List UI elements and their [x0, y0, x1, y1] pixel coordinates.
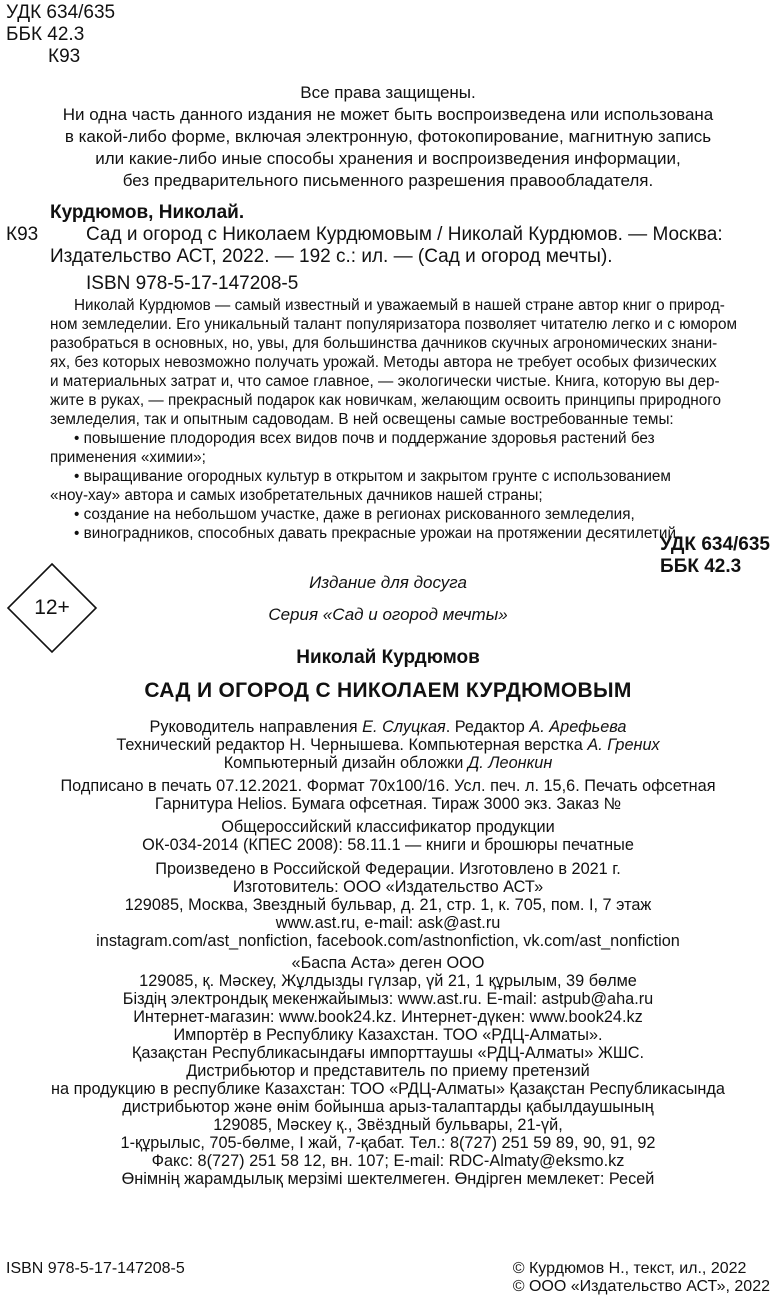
kazakh-line: Интернет-магазин: www.book24.kz. Интернет-дүкен: www.book24.kz — [133, 1008, 643, 1026]
credit-person: Е. Слуцкая — [362, 718, 446, 736]
credits-line — [0, 718, 776, 736]
rights-line: Все права защищены. — [300, 83, 476, 102]
book-title: САД И ОГОРОД С НИКОЛАЕМ КУРДЮМОВЫМ — [144, 679, 632, 702]
biblio-line: Издательство АСТ, 2022. — 192 с.: ил. — (Сад и огород мечты). — [50, 246, 613, 267]
footer-isbn: ISBN 978-5-17-147208-5 — [6, 1260, 185, 1277]
copyright-line: © ООО «Издательство АСТ», 2022 — [512, 1278, 770, 1295]
copyright-line: © Курдюмов Н., текст, ил., 2022 — [512, 1260, 747, 1277]
biblio-line: Сад и огород с Николаем Курдюмовым / Николай Курдюмов. — Москва: — [86, 224, 723, 245]
author-name: Николай Курдюмов — [296, 647, 480, 668]
biblio-record — [50, 224, 770, 295]
annotation-line: • создание на небольшом участке, даже в регионах рискованного земледелия, — [74, 506, 635, 523]
kazakh-line: дистрибьютор және өнім бойынша арыз-талаптарды қабылдаушының — [122, 1098, 654, 1116]
print-info-line: Гарнитура Helios. Бумага офсетная. Тираж 3000 экз. Заказ № — [154, 795, 622, 813]
credit-person: А. Грених — [587, 736, 660, 754]
manufacturer-line: instagram.com/ast_nonfiction, facebook.com/astnonfiction, vk.com/ast_nonfiction — [96, 932, 680, 950]
annotation-line: применения «химии»; — [50, 449, 206, 466]
kazakh-line: Факс: 8(727) 251 58 12, вн. 107; E-mail: RDC-Almaty@eksmo.kz — [151, 1152, 625, 1170]
annotation-line: • повышение плодородия всех видов почв и поддержание здоровья растений без — [74, 430, 655, 447]
kazakh-line: «Баспа Аста» деген ООО — [291, 954, 485, 972]
annotation-line: • выращивание огородных культур в открытом и закрытом грунте с использованием — [74, 468, 671, 485]
rights-line: Ни одна часть данного издания не может быть воспроизведена или использована — [62, 105, 714, 124]
classifier-line: ОК-034-2014 (КПЕС 2008): 58.11.1 — книги и брошюры печатные — [142, 836, 634, 854]
udk-code: УДК 634/635 — [660, 534, 770, 555]
kazakh-line: Қазақстан Республикасындағы импорттаушы «РДЦ-Алматы» ЖШС. — [131, 1044, 645, 1062]
kazakh-line: Дистрибьютор и представитель по приему претензий — [186, 1062, 590, 1080]
author-mark: К93 — [48, 46, 81, 67]
age-rating-text: 12+ — [34, 596, 70, 619]
biblio-author: Курдюмов, Николай. — [50, 202, 245, 223]
udk-code: УДК 634/635 — [6, 2, 116, 23]
series-name: Серия «Сад и огород мечты» — [268, 605, 508, 624]
footer-copyright — [513, 1260, 770, 1296]
product-classifier — [0, 818, 776, 854]
kazakh-line: на продукцию в республике Казахстан: ТОО «РДЦ-Алматы» Қазақстан Республикасында — [51, 1080, 725, 1098]
annotation-line: земледелия, так и опытным садоводам. В ней освещены самые востребованные темы: — [50, 411, 674, 428]
bbk-code: ББК 42.3 — [660, 556, 742, 577]
credit-person: А. Арефьева — [529, 718, 627, 736]
classification-codes-top — [6, 2, 115, 68]
biblio-side-code: К93 — [6, 224, 39, 245]
credit-role: . Редактор — [445, 718, 530, 736]
rights-line: без предварительного письменного разрешения правообладателя. — [122, 171, 654, 190]
credits-line — [0, 736, 776, 754]
manufacturer-line: Изготовитель: ООО «Издательство АСТ» — [232, 878, 544, 896]
manufacturer-info — [0, 860, 776, 950]
annotation-line: разобраться в основных, но, увы, для большинства дачников скучных агрономических знани- — [50, 335, 718, 352]
annotation-line: «ноу-хау» автора и самых изобретательных дачников нашей страны; — [50, 487, 543, 504]
bbk-code: ББК 42.3 — [6, 24, 85, 45]
manufacturer-line: Произведено в Российской Федерации. Изготовлено в 2021 г. — [155, 860, 621, 878]
edition-type: Издание для досуга — [309, 573, 467, 592]
manufacturer-line: www.ast.ru, e-mail: ask@ast.ru — [275, 914, 501, 932]
print-info-line: Подписано в печать 07.12.2021. Формат 70x100/16. Усл. печ. л. 15,6. Печать офсетная — [60, 777, 716, 795]
print-info — [0, 777, 776, 813]
classifier-line: Общероссийский классификатор продукции — [221, 818, 555, 836]
annotation-line: • виноградников, способных давать прекрасные урожаи на протяжении десятилетий. — [74, 525, 681, 542]
annotation — [50, 296, 770, 543]
credit-person: Д. Леонкин — [467, 754, 553, 772]
annotation-line: жите в руках, — прекрасный подарок как новичкам, желающим освоить принципы природного — [50, 392, 722, 409]
kazakh-line: Өнімнің жарамдылық мерзімі шектелмеген. Өндірген мемлекет: Ресей — [121, 1170, 655, 1188]
annotation-line: ях, без которых невозможно получать урожай. Методы автора не требует особых физических — [50, 354, 717, 371]
credit-role: Компьютерный дизайн обложки — [223, 754, 468, 772]
kazakh-line: 1-құрылыс, 705-бөлме, I жай, 7-қабат. Тел.: 8(727) 251 59 89, 90, 91, 92 — [120, 1134, 656, 1152]
kazakh-line: Біздің электрондық мекенжайымыз: www.ast.ru. E-mail: astpub@aha.ru — [122, 990, 654, 1008]
credit-role: Руководитель направления — [149, 718, 363, 736]
annotation-line: ном земледелии. Его уникальный талант популяризатора позволяет читателю легко и с юмором — [50, 316, 737, 333]
credit-role: Технический редактор Н. Чернышева. Компьютерная верстка — [116, 736, 588, 754]
kazakh-line: 129085, қ. Мәскеу, Жұлдызды гүлзар, үй 21, 1 құрылым, 39 бөлме — [139, 972, 637, 990]
rights-line: в какой-либо форме, включая электронную, фотокопирование, магнитную запись — [64, 127, 712, 146]
rights-notice — [0, 82, 776, 192]
annotation-line: и материальных затрат и, что самое главное, — экологически чистые. Книга, которую вы дер- — [50, 373, 720, 390]
biblio-isbn: ISBN 978-5-17-147208-5 — [86, 273, 299, 294]
kazakh-line: 129085, Мәскеу қ., Звёздный бульвары, 21-үй, — [213, 1116, 563, 1134]
kazakhstan-info — [0, 954, 776, 1188]
annotation-line: Николай Курдюмов — самый известный и уважаемый в нашей стране автор книг о природ- — [74, 297, 725, 314]
kazakh-line: Импортёр в Республику Казахстан. ТОО «РДЦ-Алматы». — [173, 1026, 603, 1044]
manufacturer-line: 129085, Москва, Звездный бульвар, д. 21, стр. 1, к. 705, пом. I, 7 этаж — [124, 896, 652, 914]
credits-line — [0, 754, 776, 772]
rights-line: или какие-либо иные способы хранения и воспроизведения информации, — [95, 149, 681, 168]
credits — [0, 718, 776, 772]
